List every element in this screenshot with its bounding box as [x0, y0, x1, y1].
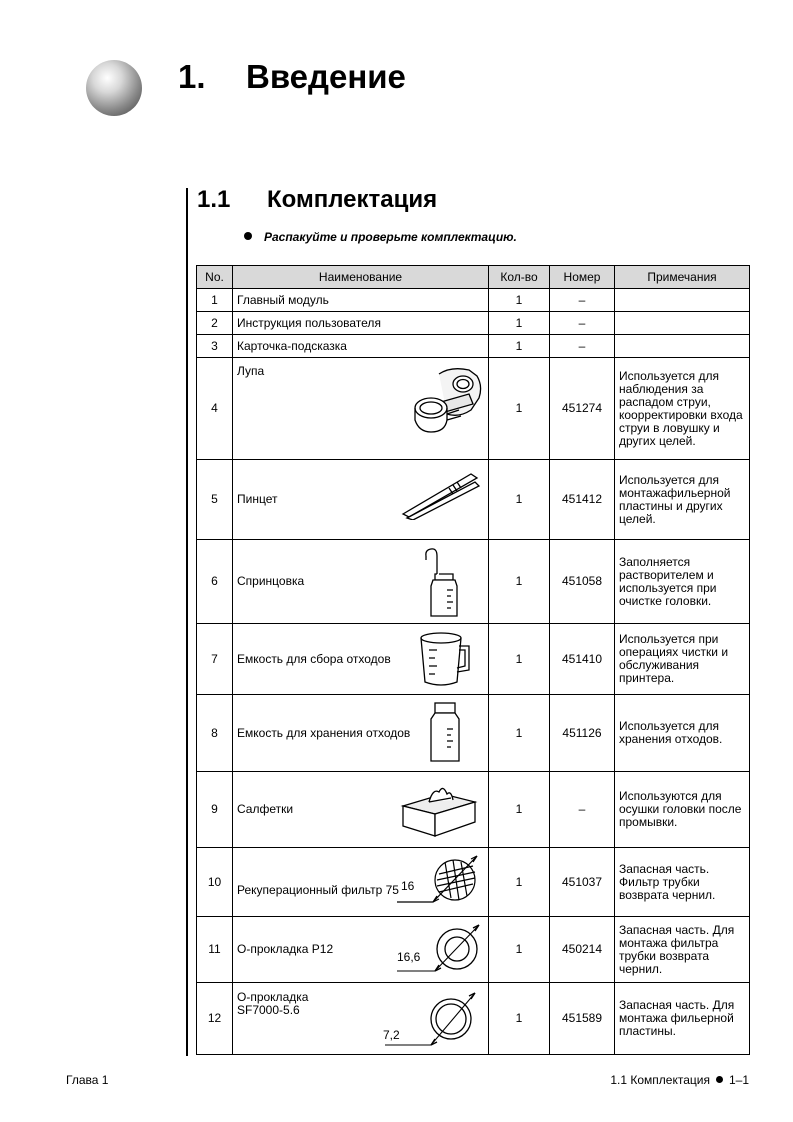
row-name: [233, 289, 489, 312]
row-no: 4: [197, 358, 233, 460]
row-notes: Используется для хранения отходов.: [615, 695, 750, 772]
row-code: –: [550, 772, 615, 848]
row-notes: Заполняется растворителем и используется при очистке головки.: [615, 540, 750, 624]
oring-p12-dimension-label: 16,6: [397, 950, 421, 964]
row-no: 2: [197, 312, 233, 335]
table-row: [197, 289, 750, 312]
row-qty: 1: [489, 917, 550, 983]
chapter-title-text: Введение: [246, 58, 406, 95]
row-code: 451274: [550, 358, 615, 460]
table-row: [197, 848, 750, 917]
section-number: 1.1: [197, 186, 231, 213]
row-code: –: [550, 335, 615, 358]
row-notes: [615, 335, 750, 358]
table-row: [197, 358, 750, 460]
row-name: [233, 312, 489, 335]
section-title: [197, 186, 437, 214]
contents-table: [196, 265, 750, 1055]
row-code: 451589: [550, 983, 615, 1055]
row-name-text: О-прокладка Р12: [237, 942, 334, 956]
row-code: 451410: [550, 624, 615, 695]
row-name: [233, 540, 489, 624]
row-code: –: [550, 289, 615, 312]
row-name-text: Емкость для сбора отходов: [237, 651, 391, 666]
row-qty: 1: [489, 335, 550, 358]
footer-chapter: Глава 1: [66, 1073, 109, 1087]
row-code: –: [550, 312, 615, 335]
row-qty: 1: [489, 460, 550, 540]
footer-page-ref: [610, 1073, 749, 1087]
chapter-number: 1.: [178, 58, 206, 95]
row-notes: Используется при операциях чистки и обслуживания принтера.: [615, 624, 750, 695]
row-notes: Используется для наблюдения за распадом струи, коорректировки входа струи в ловушку и других целей.: [615, 358, 750, 460]
footer-page-number: 1–1: [728, 1073, 749, 1087]
filter-dimension-label: 16: [401, 879, 415, 893]
row-name-text: Спринцовка: [237, 574, 305, 588]
bullet-icon: [244, 232, 252, 240]
row-name: [233, 335, 489, 358]
section-title-text: Комплектация: [267, 186, 438, 213]
row-notes: Используется для монтажафильерной пластины и других целей.: [615, 460, 750, 540]
row-notes: Запасная часть. Для монтажа фильтра трубки возврата чернил.: [615, 917, 750, 983]
table-row: [197, 624, 750, 695]
row-name: [233, 358, 489, 460]
table-row: [197, 540, 750, 624]
row-qty: 1: [489, 983, 550, 1055]
row-notes: Запасная часть. Для монтажа фильерной пластины.: [615, 983, 750, 1055]
row-code: 451037: [550, 848, 615, 917]
table-row: [197, 983, 750, 1055]
row-no: 10: [197, 848, 233, 917]
row-no: 6: [197, 540, 233, 624]
table-row: [197, 695, 750, 772]
row-name: [233, 848, 489, 917]
row-notes: Используются для осушки головки после промывки.: [615, 772, 750, 848]
row-qty: 1: [489, 848, 550, 917]
row-name: [233, 460, 489, 540]
row-no: 12: [197, 983, 233, 1055]
row-name-text: О-прокладка SF7000-5.6: [237, 990, 309, 1017]
row-name-text: Салфетки: [237, 802, 294, 816]
header-no: No.: [197, 266, 233, 289]
row-name-text: Рекуперационный фильтр 75: [237, 882, 399, 897]
row-notes: Запасная часть. Фильтр трубки возврата чернил.: [615, 848, 750, 917]
row-qty: 1: [489, 289, 550, 312]
row-name-text: Емкость для хранения отходов: [237, 725, 411, 740]
section-vertical-rule: [186, 188, 188, 1056]
row-notes: [615, 289, 750, 312]
row-qty: 1: [489, 358, 550, 460]
row-notes: [615, 312, 750, 335]
header-qty: Кол-во: [489, 266, 550, 289]
footer-section: 1.1 Комплектация: [610, 1073, 710, 1087]
bullet-icon: [716, 1076, 723, 1083]
instruction: [244, 230, 517, 244]
header-code: Номер: [550, 266, 615, 289]
row-name: [233, 983, 489, 1055]
row-qty: 1: [489, 772, 550, 848]
row-qty: 1: [489, 695, 550, 772]
row-no: 7: [197, 624, 233, 695]
row-no: 5: [197, 460, 233, 540]
row-name-text: Карточка-подсказка: [237, 338, 347, 353]
table-row: [197, 772, 750, 848]
chapter-sphere-icon: [86, 60, 142, 116]
table-row: [197, 312, 750, 335]
row-name-text: Инструкция пользователя: [237, 315, 381, 330]
row-qty: 1: [489, 624, 550, 695]
row-name: [233, 695, 489, 772]
row-name-text: Пинцет: [237, 492, 278, 506]
row-no: 3: [197, 335, 233, 358]
row-name-text: Лупа: [237, 364, 265, 378]
header-notes: Примечания: [615, 266, 750, 289]
row-name: [233, 772, 489, 848]
row-no: 9: [197, 772, 233, 848]
row-code: 451412: [550, 460, 615, 540]
row-qty: 1: [489, 312, 550, 335]
table-header-row: [197, 266, 750, 289]
table-row: [197, 917, 750, 983]
table-row: [197, 335, 750, 358]
row-no: 11: [197, 917, 233, 983]
chapter-title: [178, 58, 406, 96]
oring-sf7000-dimension-label: 7,2: [383, 1028, 400, 1042]
row-name: [233, 917, 489, 983]
row-name: [233, 624, 489, 695]
row-code: 451126: [550, 695, 615, 772]
row-code: 450214: [550, 917, 615, 983]
table-row: [197, 460, 750, 540]
row-no: 1: [197, 289, 233, 312]
instruction-text: Распакуйте и проверьте комплектацию.: [264, 230, 517, 244]
header-name: Наименование: [233, 266, 489, 289]
row-qty: 1: [489, 540, 550, 624]
row-code: 451058: [550, 540, 615, 624]
row-name-text: Главный модуль: [237, 292, 329, 307]
row-no: 8: [197, 695, 233, 772]
